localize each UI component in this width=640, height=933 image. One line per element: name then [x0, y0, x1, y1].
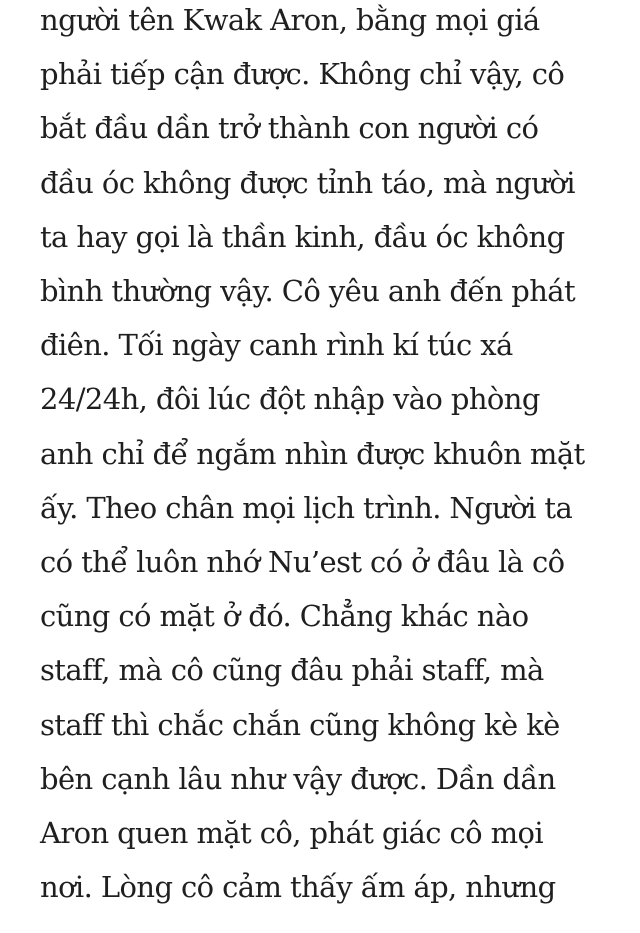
text-line: staff, mà cô cũng đâu phải staff, mà	[40, 653, 544, 688]
text-line: bên cạnh lâu như vậy được. Dần dần	[40, 761, 556, 796]
article-body	[40, 0, 630, 914]
text-line: anh chỉ để ngắm nhìn được khuôn mặt	[40, 436, 585, 471]
text-line: phải tiếp cận được. Không chỉ vậy, cô	[40, 57, 565, 92]
text-line: đầu óc không được tỉnh táo, mà người	[40, 165, 575, 200]
text-line: điên. Tối ngày canh rình kí túc xá	[40, 328, 513, 363]
text-line: 24/24h, đôi lúc đột nhập vào phòng	[40, 382, 540, 417]
text-line: Aron quen mặt cô, phát giác cô mọi	[40, 816, 544, 851]
text-line: bắt đầu dần trở thành con người có	[40, 111, 539, 146]
text-line: ấy. Theo chân mọi lịch trình. Người ta	[40, 490, 573, 525]
text-line: người tên Kwak Aron, bằng mọi giá	[40, 3, 540, 37]
text-line: cũng có mặt ở đó. Chẳng khác nào	[40, 599, 529, 634]
text-line: có thể luôn nhớ Nu’est có ở đâu là cô	[40, 545, 565, 580]
text-line: ta hay gọi là thần kinh, đầu óc không	[40, 219, 565, 254]
text-line: bình thường vậy. Cô yêu anh đến phát	[40, 274, 576, 309]
text-line: nơi. Lòng cô cảm thấy ấm áp, nhưng	[40, 870, 556, 905]
text-line: staff thì chắc chắn cũng không kè kè	[40, 707, 560, 742]
